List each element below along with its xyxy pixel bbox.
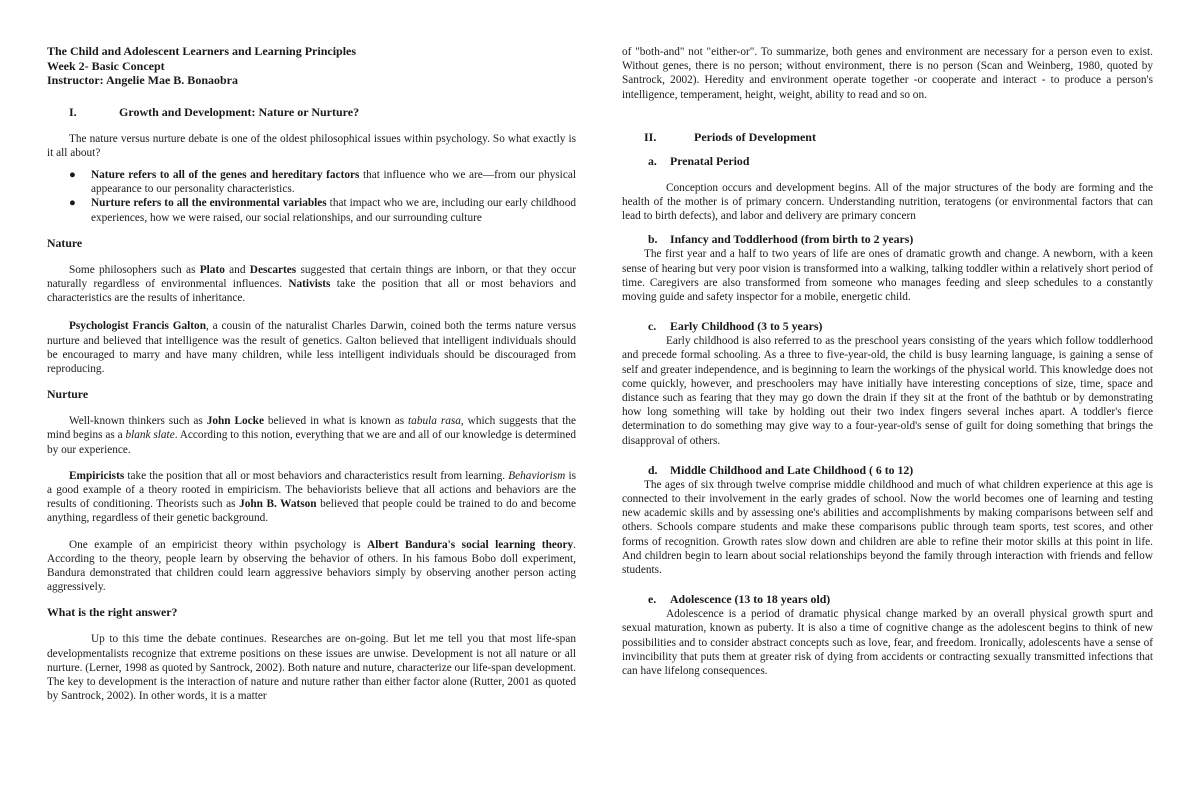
list-item	[47, 168, 576, 196]
section-1-number: I.	[69, 104, 77, 119]
period-text-early-childhood: Early childhood is also referred to as the preschool years consisting of the years which follow toddlerhood and precede formal schooling. As a three to five-year-old, the child is busy learning language, is gaining a sense of self and greater independence, and is beginning to learn the workings of the physical world. This knowledge does not come quickly, however, and preschoolers may have initially have interesting conceptions of size, time, space and distance such as fearing that they may go down the drain if they sit at the front of the bathtub or by demonstrating how long something will take by holding out their two index fingers several inches apart. A toddler's fierce determination to do something may give way to a four-year-old's sense of guilt for doing something that brings the disapproval of others.	[622, 335, 1153, 447]
nurture-heading: Nurture	[47, 387, 89, 402]
nature-paragraph-1: Some philosophers such as Plato and Descartes suggested that certain things are inborn, or that they occur naturally regardless of environmental influences. Nativists take the position that all or most behaviors and characteristics are the results of inheritance.	[47, 263, 576, 305]
period-title: Adolescence (13 to 18 years old)	[670, 592, 831, 607]
period-heading-adolescence	[622, 592, 1153, 607]
course-title: The Child and Adolescent Learners and Learning Principles	[47, 44, 357, 58]
nurture-paragraph-1: Well-known thinkers such as John Locke believed in what is known as tabula rasa, which suggests that the mind begins as a blank slate. According to this notion, everything that we are and all of our knowledge is determined by our experience.	[47, 415, 577, 456]
bullet-icon: ●	[69, 168, 76, 181]
right-column	[622, 45, 1153, 678]
period-text-prenatal: Conception occurs and development begins. All of the major structures of the body are forming and the health of the mother is of primary concern. Understanding nutrition, teratogens (or environmental factors that can lead to birth defects), and labor and delivery are primary concern	[622, 181, 1153, 223]
nurture-paragraph-2: Empiricists take the position that all or most behaviors and characteristics result from learning. Behaviorism is a good example of a theory rooted in empiricism. The behaviorists believe that all actions and behaviors are the results of conditioning. Theorists such as John B. Watson believed that people could be trained to do and become anything, regardless of their genetic background.	[47, 469, 576, 525]
section-1-heading	[47, 105, 576, 120]
section-2-heading	[622, 130, 1153, 145]
period-text-adolescence: Adolescence is a period of dramatic physical change marked by an overall physical growth spurt and sexual maturation, known as puberty. It is also a time of cognitive change as the adolescent begins to think of new possibilities and to consider abstract concepts such as love, fear, and freedom. Ironically, adolescents have a sense of invincibility that puts them at greater risk of dying from accidents or contracting sexually transmitted infections that can have lifelong consequences.	[622, 608, 1153, 678]
bullet-text: that influence who we are—from our physical appearance to our personality characteristics.	[91, 168, 576, 196]
section-2-number: II.	[644, 129, 657, 144]
left-column	[47, 44, 576, 703]
period-text-infancy: The first year and a half to two years of life are ones of dramatic growth and change. A newborn, with a keen sense of hearing but very poor vision is transformed into a walking, talking toddler within a relatively short period of time. Caregivers are also transformed from someone who manages feeding and sleep schedules to a constantly moving guide and safety inspector for a mobile, energetic child.	[622, 248, 1153, 304]
bullet-text: that impact who we are, including our early childhood experiences, how we were raised, our social relationships, and our surrounding culture	[91, 197, 576, 224]
answer-paragraph: Up to this time the debate continues. Researches are on-going. But let me tell you that most life-span developmentalists recognize that extreme positions on these issues are unwise. Development is not all nature or all nurture. (Lerner, 1998 as quoted by Santrock, 2002). Both nature and nuture, characterize our life-span development. The key to development is the interaction of nature and nuture rather than either factor alone (Rutter, 2001 as quoted by Santrock, 2002). In other words, it is a matter	[47, 633, 576, 703]
period-letter: c.	[648, 319, 657, 334]
nature-paragraph-2: Psychologist Francis Galton, a cousin of the naturalist Charles Darwin, coined both the terms nature versus nurture and believed that intelligence was the result of genetics. Galton believed that intelligent individuals should be encouraged to marry and have many children, while less intelligent individuals should be discouraged from reproducing.	[47, 320, 576, 375]
definition-list	[47, 168, 576, 225]
period-heading-middle-childhood	[622, 463, 1153, 478]
period-letter: e.	[648, 592, 657, 607]
bullet-icon: ●	[69, 197, 76, 210]
period-letter: a.	[648, 153, 657, 168]
section-2-title: Periods of Development	[694, 129, 816, 144]
section-1-title: Growth and Development: Nature or Nurture?	[119, 104, 360, 119]
period-heading-infancy	[622, 232, 1153, 247]
list-item	[47, 196, 576, 224]
bullet-bold: Nature refers to all of the genes and hereditary factors	[91, 168, 360, 181]
nurture-paragraph-3: One example of an empiricist theory within psychology is Albert Bandura's social learning theory. According to the theory, people learn by observing the behavior of others. In his famous Bobo doll experiment, Bandura demonstrated that children could learn aggressive behaviors simply by observing another person acting aggressively.	[47, 538, 576, 594]
nature-heading: Nature	[47, 235, 83, 250]
intro-paragraph: The nature versus nurture debate is one of the oldest philosophical issues within psychology. So what exactly is it all about?	[47, 132, 576, 159]
answer-heading: What is the right answer?	[47, 605, 178, 620]
period-letter: b.	[648, 232, 658, 247]
period-title: Early Childhood (3 to 5 years)	[670, 319, 823, 334]
period-heading-early-childhood	[622, 319, 1153, 334]
bullet-bold: Nurture refers to all the environmental variables	[91, 197, 327, 210]
period-title: Infancy and Toddlerhood (from birth to 2 years)	[670, 232, 914, 247]
period-letter: d.	[648, 462, 658, 477]
period-text-middle-childhood: The ages of six through twelve comprise middle childhood and much of what children experience at this age is connected to their involvement in the early grades of school. Now the world becomes one of learning and testing new academic skills and by assessing one's abilities and accomplishments by making comparisons between self and others. Schools compare students and make these comparisons public through team sports, test scores, and other forms of recognition. Growth rates slow down and children are able to refine their motor skills at this point in life. And children begin to learn about social relationships beyond the family through interaction with friends and fellow students.	[622, 478, 1153, 577]
period-title: Middle Childhood and Late Childhood ( 6 to 12)	[670, 462, 914, 477]
week-title: Week 2- Basic Concept	[47, 58, 165, 73]
instructor-name: Instructor: Angelie Mae B. Bonaobra	[47, 73, 238, 87]
period-title: Prenatal Period	[670, 153, 750, 168]
answer-continued-paragraph: of "both-and" not "either-or". To summarize, both genes and environment are necessary for a person even to exist. Without genes, there is no person; without environment, there is no person (Scan and Weinberg, 1980, quoted by Santrock, 2002). Heredity and environment operate together -or cooperate and interact - to produce a person's intelligence, temperament, height, weight, ability to read and so on.	[622, 46, 1153, 101]
period-heading-prenatal	[622, 154, 1153, 169]
